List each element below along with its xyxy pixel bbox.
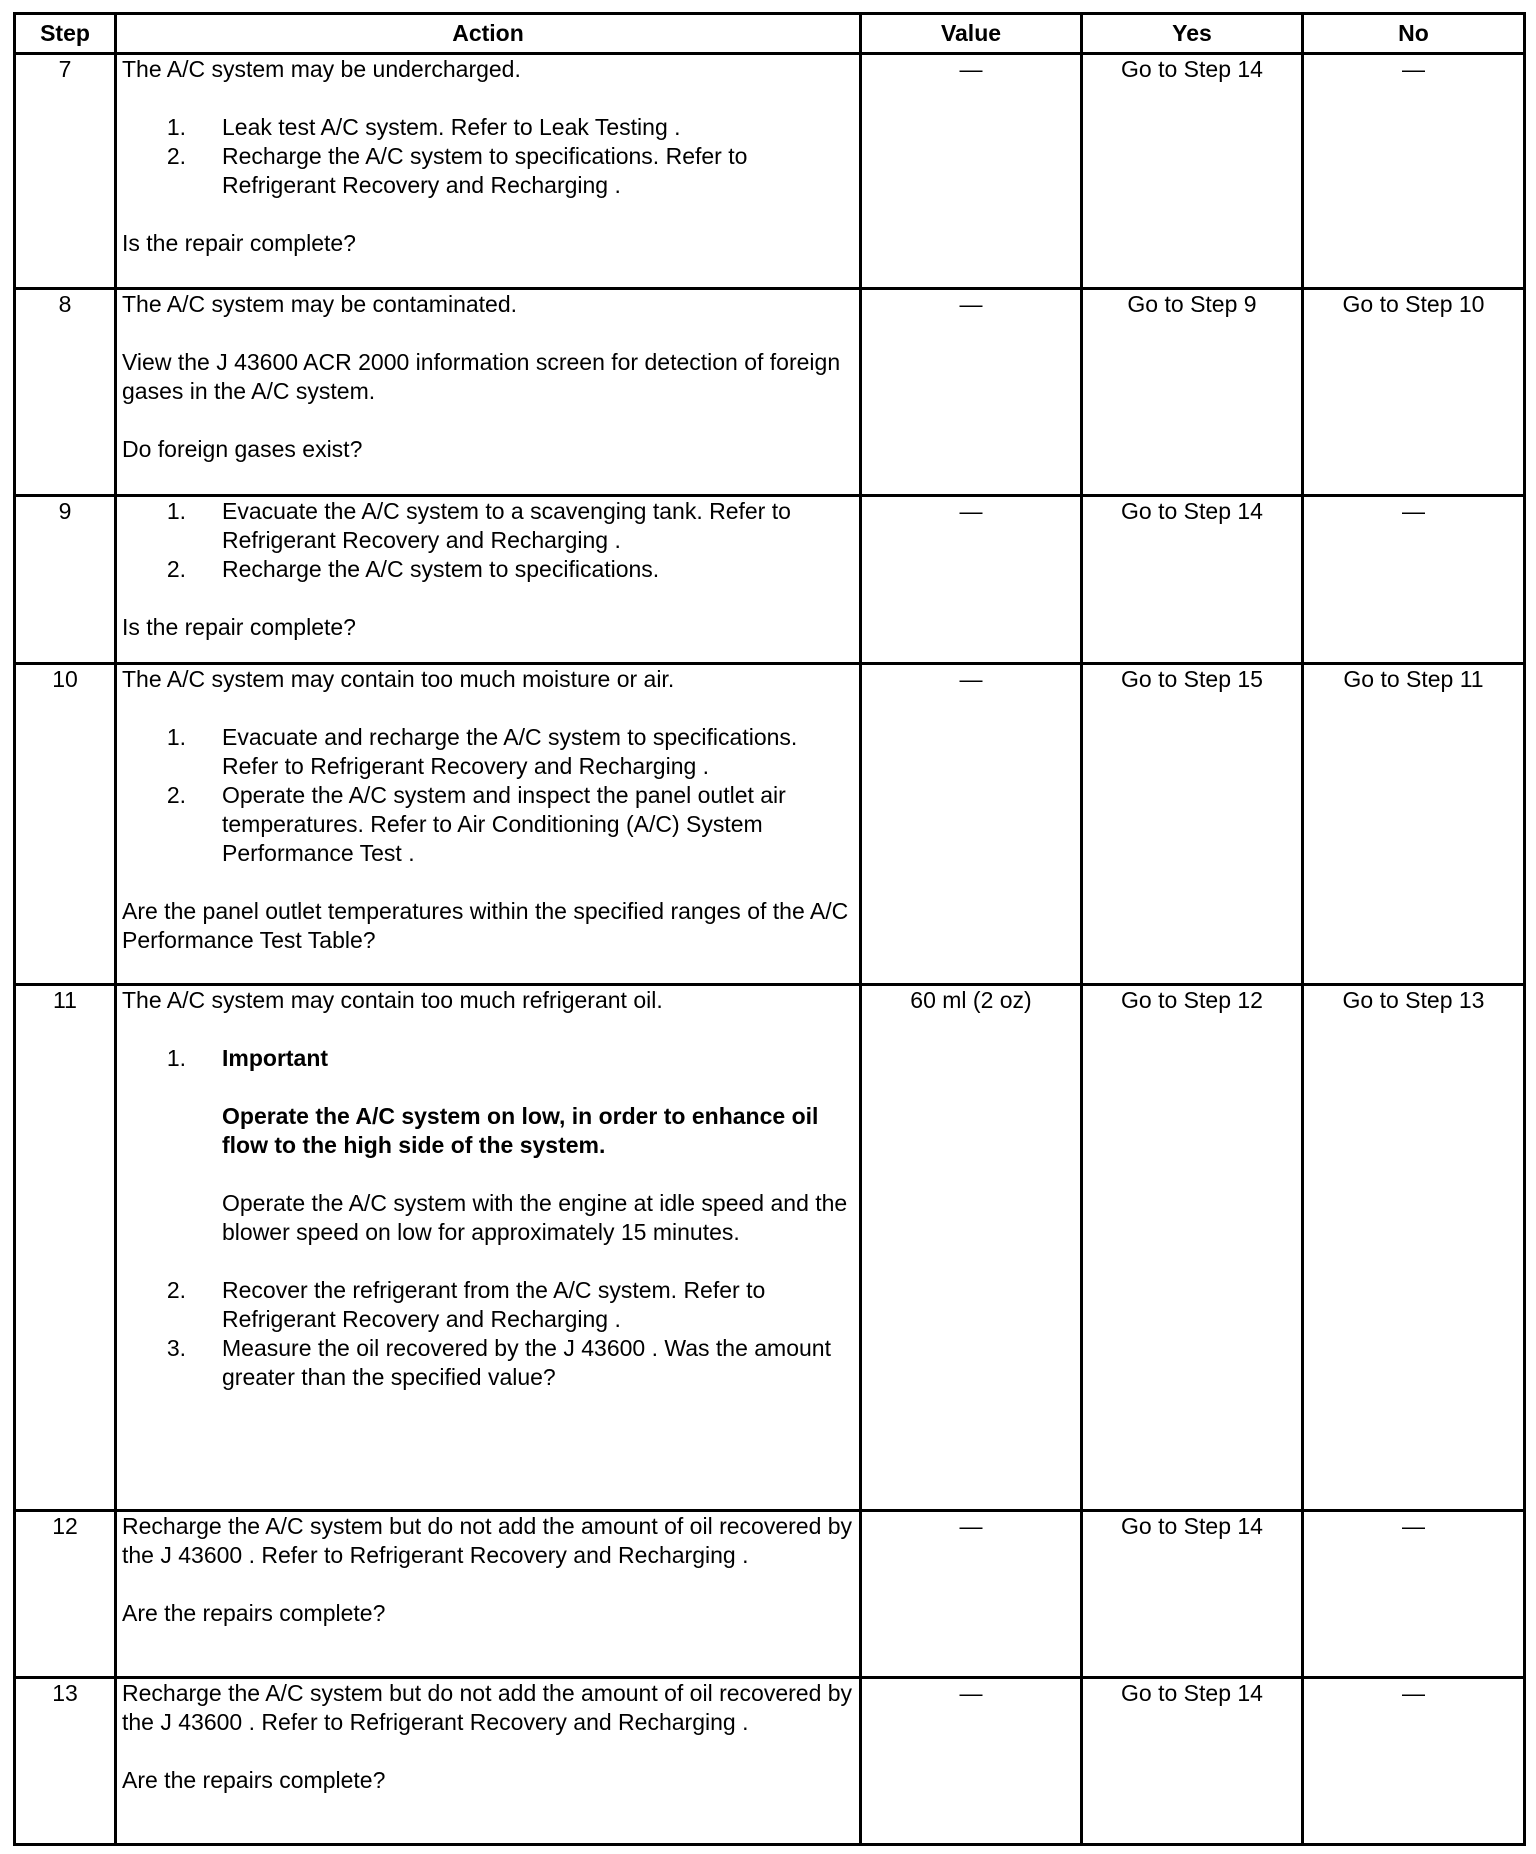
table-row: [15, 54, 1525, 289]
value-cell: —: [861, 54, 1082, 289]
value-cell: 60 ml (2 oz): [861, 985, 1082, 1511]
action-steps: [122, 113, 854, 200]
table-row: [15, 289, 1525, 496]
important-label: Important: [222, 1045, 329, 1071]
value-cell: —: [861, 664, 1082, 985]
table-row: [15, 1678, 1525, 1845]
action-question: Do foreign gases exist?: [122, 436, 363, 462]
action-steps: [122, 723, 854, 868]
action-cell: [116, 985, 861, 1511]
table-row: [15, 664, 1525, 985]
action-cell: [116, 289, 861, 496]
yes-cell: Go to Step 14: [1082, 1511, 1303, 1678]
value-cell: —: [861, 496, 1082, 664]
no-cell: Go to Step 11: [1303, 664, 1525, 985]
step-number: 9: [15, 496, 116, 664]
action-body: Recharge the A/C system but do not add the amount of oil recovered by the J 43600 . Refer to Refrigerant Recovery and Recharging .: [122, 1680, 853, 1735]
step-number: 13: [15, 1678, 116, 1845]
yes-cell: Go to Step 14: [1082, 54, 1303, 289]
step-number: 10: [15, 664, 116, 985]
no-cell: Go to Step 13: [1303, 985, 1525, 1511]
action-cell: [116, 1678, 861, 1845]
table-row: [15, 496, 1525, 664]
table-row: [15, 1511, 1525, 1678]
step-number: 7: [15, 54, 116, 289]
step-number: 8: [15, 289, 116, 496]
action-steps: [122, 497, 854, 584]
action-intro: The A/C system may contain too much refrigerant oil.: [122, 987, 663, 1013]
list-item: 1. Leak test A/C system. Refer to Leak Testing .: [166, 114, 681, 140]
no-cell: —: [1303, 54, 1525, 289]
table-row: [15, 985, 1525, 1511]
diagnostic-table: [13, 12, 1526, 1846]
list-item: 2. Operate the A/C system and inspect the panel outlet air temperatures. Refer to Air Conditioning (A/C) System Performance Test .: [166, 782, 786, 866]
header-row: [15, 14, 1525, 54]
list-item: 2. Recharge the A/C system to specifications. Refer to Refrigerant Recovery and Recharging .: [166, 143, 748, 198]
no-cell: —: [1303, 496, 1525, 664]
action-cell: [116, 1511, 861, 1678]
yes-cell: Go to Step 9: [1082, 289, 1303, 496]
no-cell: —: [1303, 1678, 1525, 1845]
action-intro: The A/C system may contain too much moisture or air.: [122, 666, 675, 692]
action-intro: The A/C system may be undercharged.: [122, 56, 521, 82]
no-cell: Go to Step 10: [1303, 289, 1525, 496]
list-item: 1. Evacuate and recharge the A/C system to specifications. Refer to Refrigerant Recovery and Recharging .: [166, 724, 798, 779]
step-number: 12: [15, 1511, 116, 1678]
item-detail: Operate the A/C system with the engine at idle speed and the blower speed on low for approximately 15 minutes.: [222, 1190, 848, 1245]
header-yes: Yes: [1082, 14, 1303, 54]
action-body: View the J 43600 ACR 2000 information screen for detection of foreign gases in the A/C system.: [122, 349, 841, 404]
action-cell: [116, 54, 861, 289]
value-cell: —: [861, 1678, 1082, 1845]
no-cell: —: [1303, 1511, 1525, 1678]
action-cell: [116, 664, 861, 985]
yes-cell: Go to Step 14: [1082, 1678, 1303, 1845]
action-body: Recharge the A/C system but do not add the amount of oil recovered by the J 43600 . Refer to Refrigerant Recovery and Recharging .: [122, 1513, 853, 1568]
list-item: 1. Important Operate the A/C system on low, in order to enhance oil flow to the high side of the system. Operate the A/C system with the engine at idle speed and the blower speed on low for approximately 15 minutes.: [122, 1044, 854, 1276]
header-no: No: [1303, 14, 1525, 54]
header-value: Value: [861, 14, 1082, 54]
yes-cell: Go to Step 14: [1082, 496, 1303, 664]
header-step: Step: [15, 14, 116, 54]
header-action: Action: [116, 14, 861, 54]
action-question: Are the panel outlet temperatures within the specified ranges of the A/C Performance Test Table?: [122, 898, 849, 953]
action-intro: The A/C system may be contaminated.: [122, 291, 518, 317]
list-item: 2. Recover the refrigerant from the A/C system. Refer to Refrigerant Recovery and Recharging .: [166, 1277, 766, 1332]
action-question: Is the repair complete?: [122, 230, 356, 256]
value-cell: —: [861, 289, 1082, 496]
value-cell: —: [861, 1511, 1082, 1678]
action-steps: [122, 1044, 854, 1392]
action-question: Are the repairs complete?: [122, 1600, 386, 1626]
list-item: 3. Measure the oil recovered by the J 43600 . Was the amount greater than the specified value?: [166, 1335, 831, 1390]
action-cell: [116, 496, 861, 664]
yes-cell: Go to Step 15: [1082, 664, 1303, 985]
step-number: 11: [15, 985, 116, 1511]
list-item: 1. Evacuate the A/C system to a scavenging tank. Refer to Refrigerant Recovery and Recharging .: [166, 498, 791, 553]
list-item: 2. Recharge the A/C system to specifications.: [166, 556, 660, 582]
action-question: Is the repair complete?: [122, 614, 356, 640]
important-note: Operate the A/C system on low, in order to enhance oil flow to the high side of the system.: [222, 1103, 819, 1158]
action-question: Are the repairs complete?: [122, 1767, 386, 1793]
yes-cell: Go to Step 12: [1082, 985, 1303, 1511]
